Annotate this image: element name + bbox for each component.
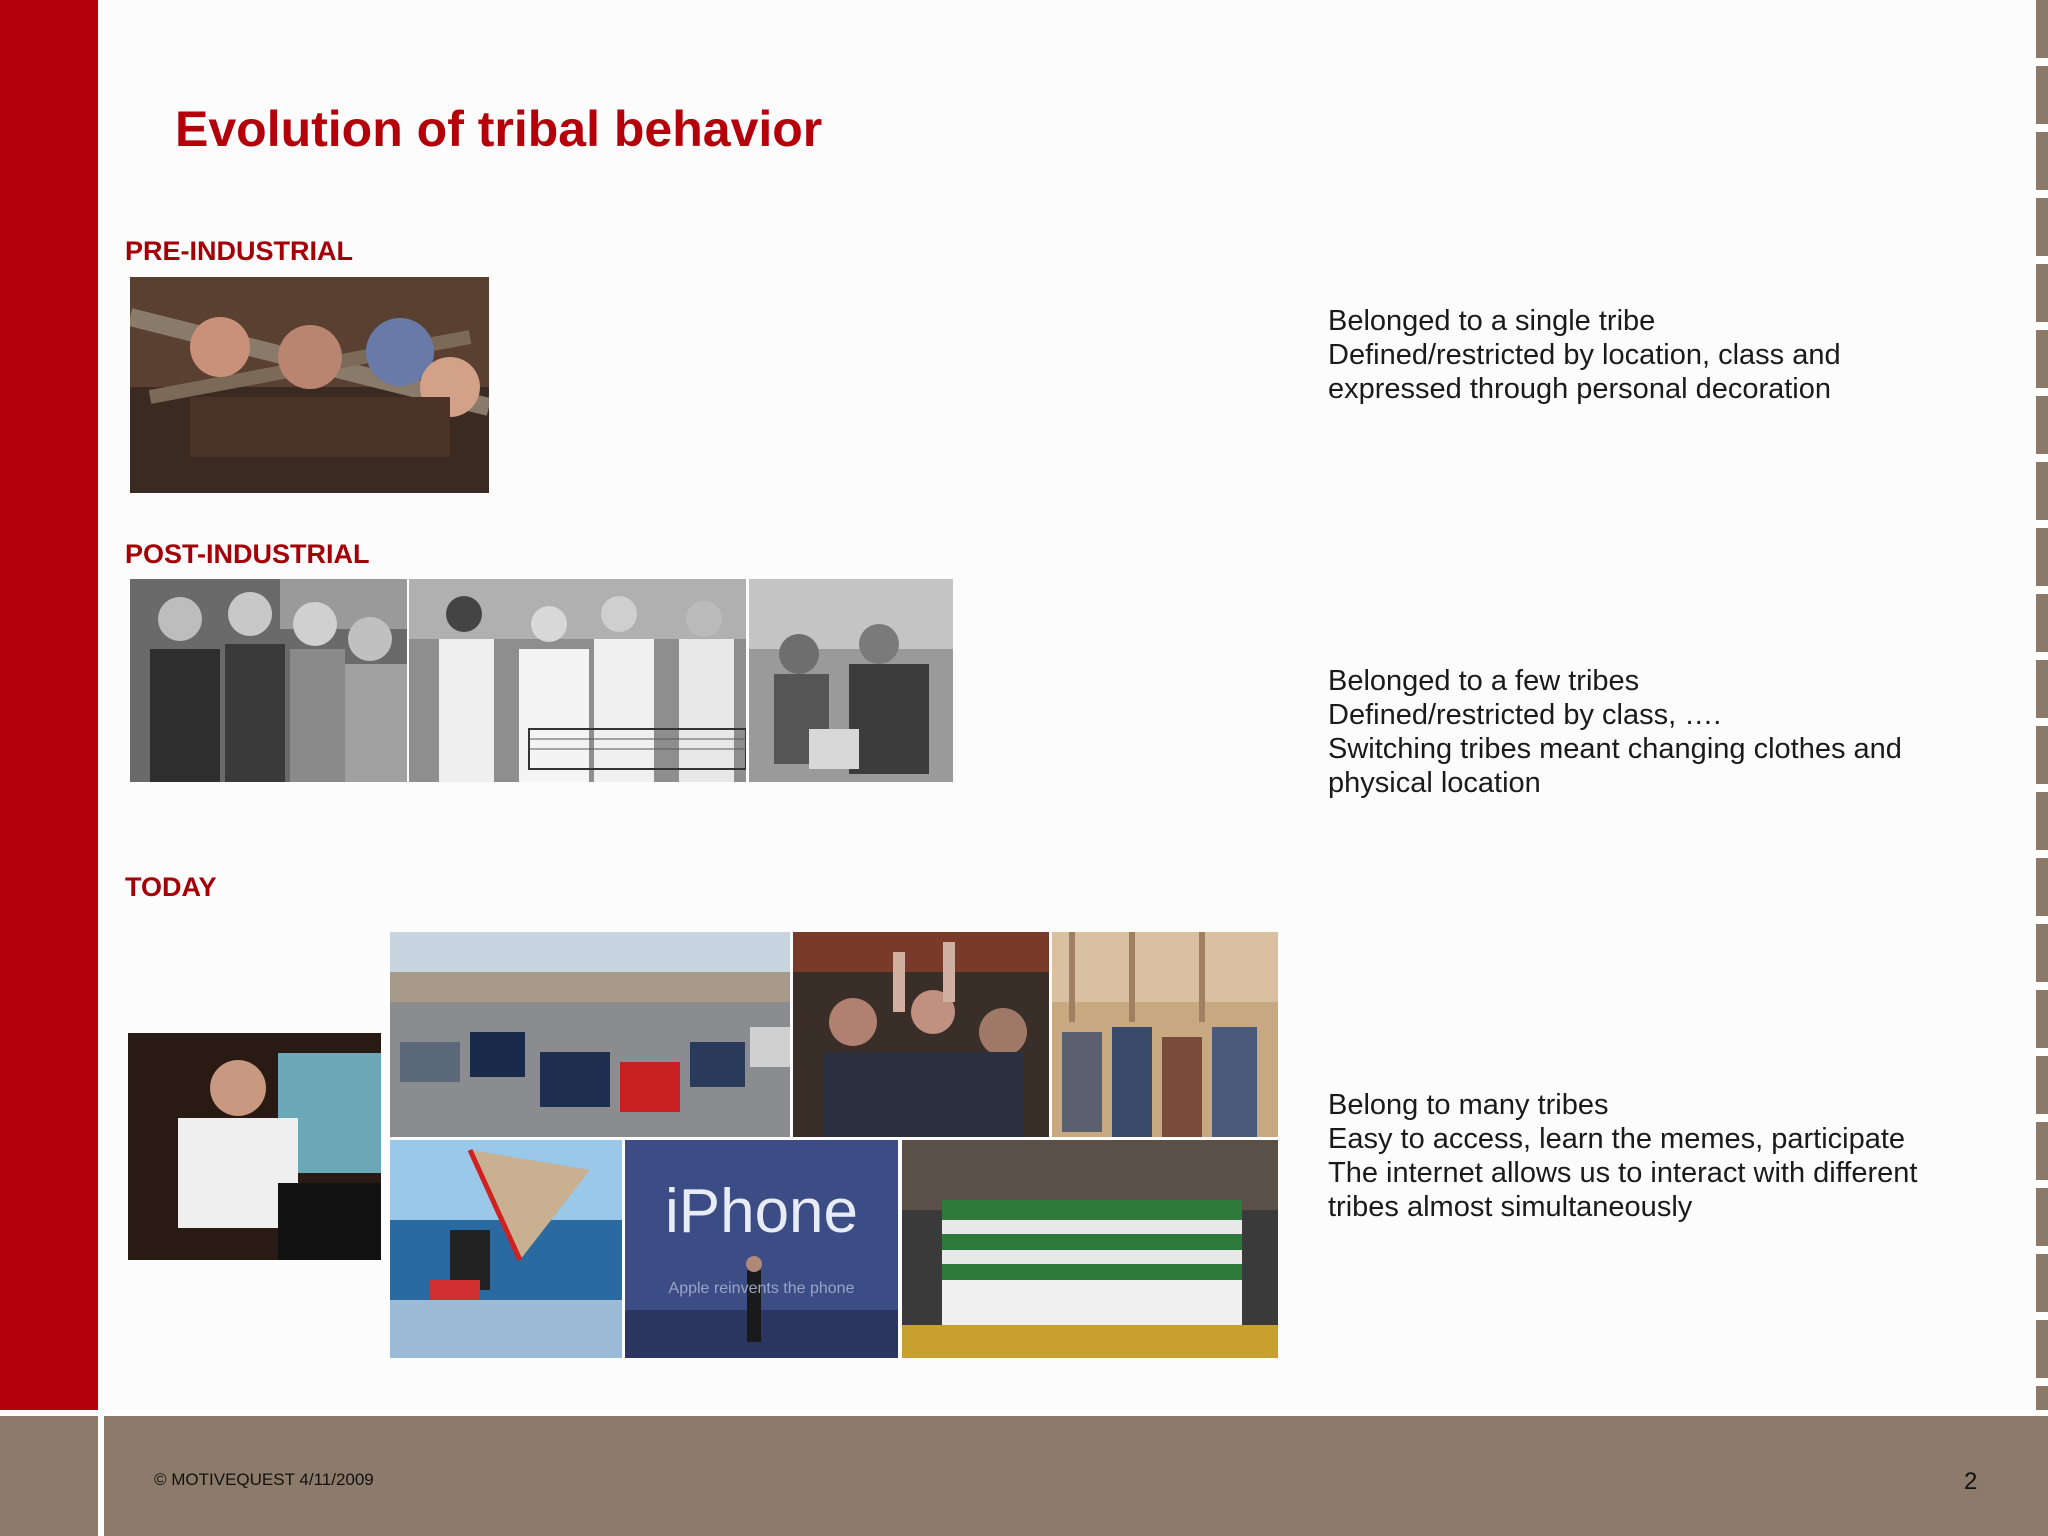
photo-relaxing-couple (749, 579, 953, 782)
photo-tennis-players (409, 579, 746, 782)
photo-iphone-keynote (625, 1140, 898, 1358)
photo-mini-cooper-rally (390, 932, 790, 1137)
left-red-bar (0, 0, 98, 1410)
iphone-keynote-title: iPhone (664, 1177, 859, 1246)
description-line: The internet allows us to interact with different (1328, 1157, 1918, 1189)
iphone-keynote-subtitle: Apple reinvents the phone (668, 1280, 855, 1297)
description-line: Defined/restricted by location, class and (1328, 339, 1841, 371)
photo-windsurfer (390, 1140, 622, 1358)
section-label-post-industrial: POST-INDUSTRIAL (125, 539, 370, 569)
section-label-today: TODAY (125, 872, 217, 902)
photo-soccer-team-huddle (902, 1140, 1278, 1358)
description-line: Defined/restricted by class, …. (1328, 699, 1722, 731)
photo-warriors (130, 277, 489, 493)
description-line: Easy to access, learn the memes, participate (1328, 1123, 1906, 1155)
page-number: 2 (1964, 1468, 1978, 1495)
description-line: tribes almost simultaneously (1328, 1191, 1693, 1223)
photo-construction-crowd (1052, 932, 1278, 1137)
footer-left-block (0, 1416, 98, 1536)
footer-bar (104, 1416, 2048, 1536)
description-line: physical location (1328, 767, 1541, 799)
right-edge-strip (2036, 0, 2048, 1410)
description-today (1328, 1088, 1917, 1224)
description-line: Belonged to a few tribes (1328, 665, 1640, 697)
description-line: expressed through personal decoration (1328, 373, 1831, 405)
slide-title: Evolution of tribal behavior (175, 101, 823, 157)
description-line: Belong to many tribes (1328, 1089, 1609, 1121)
photo-man-at-laptop (128, 1033, 381, 1260)
description-pre-industrial (1328, 304, 1841, 406)
description-line: Belonged to a single tribe (1328, 305, 1656, 337)
photo-men-in-suits (130, 579, 407, 782)
copyright-notice: © MOTIVEQUEST 4/11/2009 (154, 1470, 374, 1489)
photo-trading-floor (793, 932, 1049, 1137)
section-label-pre-industrial: PRE-INDUSTRIAL (125, 236, 353, 266)
description-line: Switching tribes meant changing clothes and (1328, 733, 1902, 765)
description-post-industrial (1328, 664, 1902, 800)
